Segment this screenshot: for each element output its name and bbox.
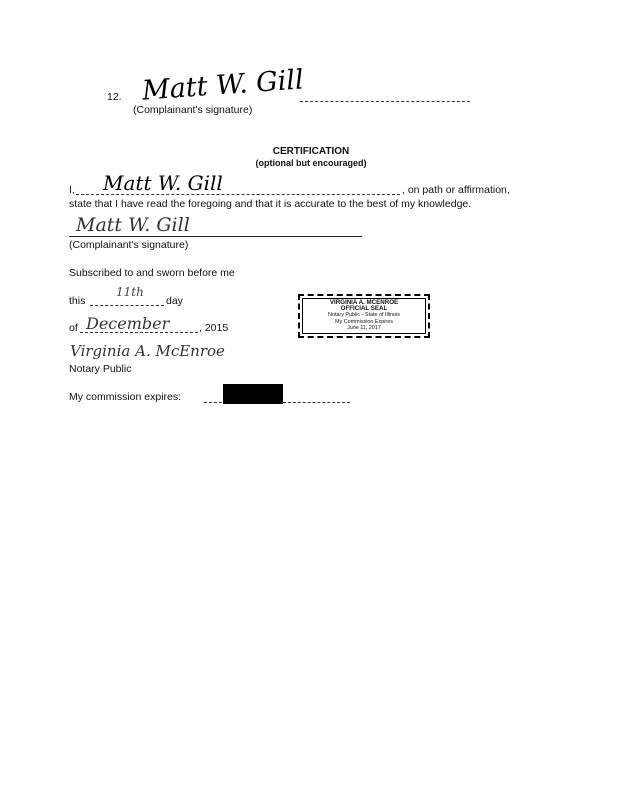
certification-title: CERTIFICATION [272, 146, 350, 157]
certification-subtitle: (optional but encouraged) [255, 158, 367, 168]
this-label: this [69, 295, 86, 307]
seal-date: June 11, 2017 [347, 324, 381, 331]
seal-state: Notary Public - State of Illinois [328, 312, 400, 319]
oath-suffix: , on path or affirmation, [402, 184, 510, 196]
seal-commission: My Commission Expires [335, 318, 393, 325]
oath-prefix: I, [69, 184, 75, 196]
signature-caption-top: (Complainant's signature) [133, 104, 253, 116]
notary-public-label: Notary Public [69, 363, 132, 375]
oath-handwritten-name: Matt W. Gill [103, 171, 223, 195]
subscribed-text: Subscribed to and sworn before me [69, 267, 235, 279]
notary-signature: Virginia A. McEnroe [70, 342, 225, 360]
seal-official: OFFICIAL SEAL [340, 305, 388, 313]
day-label: day [166, 295, 183, 307]
of-label: of [69, 322, 78, 334]
oath-signature-caption: (Complainant's signature) [69, 239, 189, 251]
complainant-signature-top: Matt W. Gill [141, 64, 305, 107]
signature-line-top [300, 101, 470, 102]
oath-statement: state that I have read the foregoing and that it is accurate to the best of my knowledge. [69, 198, 472, 210]
seal-name: VIRGINIA A. MCENROE [329, 299, 399, 306]
notary-seal-stamp [298, 294, 430, 338]
oath-signature-line [69, 236, 362, 237]
day-handwritten: 11th [116, 285, 144, 299]
item-number: 12. [107, 91, 122, 103]
redaction-block [223, 384, 283, 404]
complainant-signature-oath: Matt W. Gill [76, 214, 190, 236]
commission-expires-label: My commission expires: [69, 391, 182, 403]
day-line [90, 305, 164, 306]
year-text: , 2015 [199, 322, 229, 334]
month-handwritten: December [86, 314, 170, 333]
